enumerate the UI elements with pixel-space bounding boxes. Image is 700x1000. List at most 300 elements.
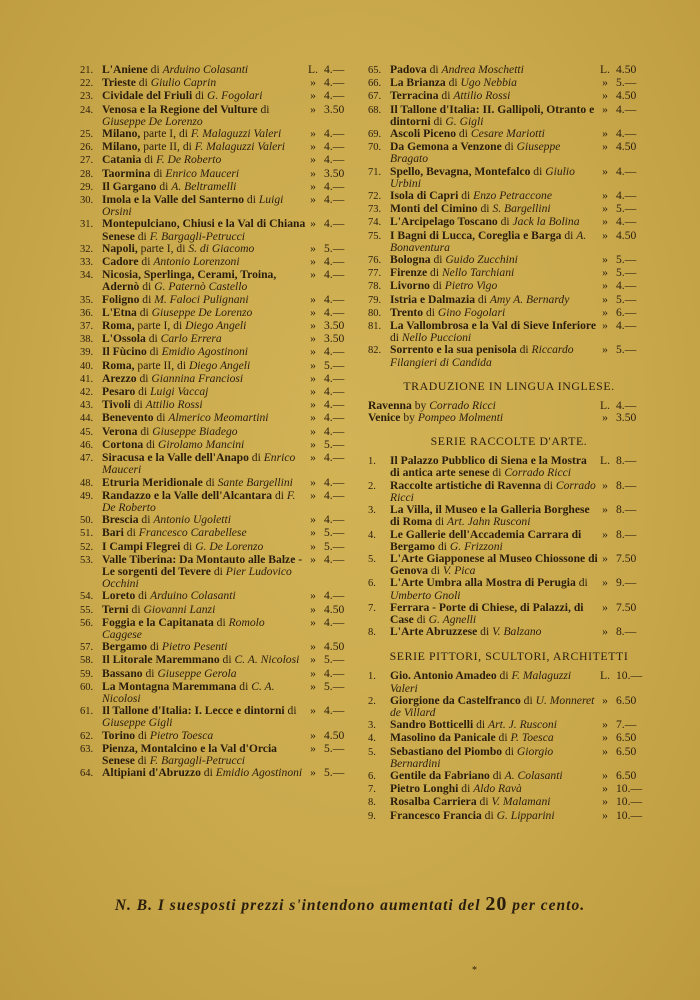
entry-connector: di <box>180 539 196 553</box>
entry-author: Luigi Vaccaj <box>150 385 209 399</box>
entry-text <box>390 529 598 553</box>
entry-title: Milano, <box>102 127 141 141</box>
entry-title: Etruria Meridionale <box>102 475 203 489</box>
entry-price: 9.— <box>616 576 637 590</box>
entry-title: Cadore <box>102 255 139 269</box>
entry-connector: di <box>458 782 474 796</box>
entry-connector: di <box>136 371 152 385</box>
entry-author: F. Malaguzzi Valeri <box>390 669 572 695</box>
entry-text <box>390 344 598 368</box>
entry-author: Aldo Ravà <box>473 782 522 796</box>
entry-currency: » <box>310 385 316 399</box>
entry-author: Art. J. Rusconi <box>488 718 557 732</box>
entry-connector: di <box>135 76 151 90</box>
entry-connector: by <box>400 411 418 425</box>
entry-number: 5. <box>368 746 376 758</box>
entry-author: Pompeo Molmenti <box>417 411 504 425</box>
entry-text <box>390 810 598 823</box>
entry-title: L'Ossola <box>102 332 146 346</box>
entry-number: 34. <box>80 270 94 282</box>
entry-number: 46. <box>80 439 94 451</box>
entry-currency: » <box>310 526 316 540</box>
entry-price: 3.50 <box>616 411 637 425</box>
entry-connector: di <box>141 153 157 167</box>
entry-currency: » <box>310 728 316 742</box>
entry-author: Giovanni Lanzi <box>143 602 216 616</box>
catalog-entry <box>80 743 358 767</box>
entry-connector: di <box>481 808 497 822</box>
entry-connector: di <box>520 693 536 707</box>
entry-number: 8. <box>368 627 376 639</box>
entry-title: Livorno <box>390 279 430 293</box>
entry-connector: di <box>435 539 450 553</box>
entry-author: Francesco Carabellese <box>138 526 247 540</box>
entry-currency: » <box>310 127 316 141</box>
entry-author: G. De Lorenzo <box>195 539 264 553</box>
entry-currency: » <box>602 127 608 141</box>
entry-currency: » <box>602 102 608 116</box>
entry-connector: di <box>248 451 264 465</box>
entry-title: L'Arte Giapponese al Museo Chiossone di Genova <box>390 551 598 578</box>
entry-author: G. Agnelli <box>428 612 477 626</box>
catalog-entry <box>368 626 650 639</box>
section-header-english: TRADUZIONE IN LINGUA INGLESE. <box>403 378 615 393</box>
entry-currency: » <box>310 76 316 90</box>
entry-text <box>390 626 598 639</box>
page-ornament: * <box>472 965 477 976</box>
catalog-entry <box>80 194 358 218</box>
entry-connector: di <box>150 166 166 180</box>
entry-price: 10.— <box>616 669 643 683</box>
entry-price: 5.— <box>616 202 637 216</box>
entry-connector: di <box>390 331 402 345</box>
entry-currency: » <box>310 358 316 372</box>
entry-price: 7.— <box>616 718 637 732</box>
entry-number: 6. <box>368 578 376 590</box>
entry-text <box>102 617 306 641</box>
entry-currency: » <box>310 319 316 333</box>
entry-author: Corrado Ricci <box>504 466 571 480</box>
catalog-entry <box>368 504 650 528</box>
entry-author: Girolamo Mancini <box>158 437 245 451</box>
entry-title: Taormina <box>102 166 151 180</box>
entry-connector: di <box>244 193 259 207</box>
catalog-entry <box>368 344 650 368</box>
entry-title: Ascoli Piceno <box>390 127 457 141</box>
entry-title: Da Gemona a Venzone <box>390 140 502 154</box>
entry-price: 4.— <box>324 153 345 167</box>
entry-price: 3.50 <box>324 166 345 180</box>
entry-currency: » <box>602 527 608 541</box>
entry-price: 5.— <box>616 343 637 357</box>
entry-title: Rosalba Carriera <box>390 795 477 809</box>
entry-connector: di <box>427 266 442 280</box>
entry-text <box>102 104 306 128</box>
entry-number: 55. <box>80 604 94 616</box>
entry-currency: » <box>602 576 608 590</box>
entry-currency: » <box>310 552 316 566</box>
entry-connector: di <box>502 744 517 758</box>
entry-price: 4.— <box>324 193 345 207</box>
entry-number: 51. <box>80 528 94 540</box>
entry-text <box>102 490 306 514</box>
entry-author: Almerico Meomartini <box>168 411 269 425</box>
entry-connector: di <box>134 229 150 243</box>
entry-author: Cesare Mariotti <box>470 127 545 141</box>
entry-title: La Villa, il Museo e la Galleria Borghese di Roma <box>390 503 590 529</box>
entry-number: 70. <box>368 142 382 154</box>
entry-title: Monti del Cimino <box>390 202 478 216</box>
entry-connector: di <box>445 76 461 90</box>
entry-text <box>102 767 306 780</box>
entry-currency: » <box>602 478 608 492</box>
entry-title: Giorgione da Castelfranco <box>390 693 521 707</box>
catalog-entry <box>80 705 358 729</box>
entry-author: A. Colasanti <box>504 768 563 782</box>
entry-number: 4. <box>368 733 376 745</box>
entry-price: 4.— <box>616 127 637 141</box>
entry-price: 10.— <box>616 795 643 809</box>
entry-number: 65. <box>368 65 382 76</box>
entry-number: 40. <box>80 360 94 372</box>
entry-connector: di <box>147 640 162 654</box>
entry-author: C. A. Nicolosi <box>102 679 275 705</box>
entry-number: 45. <box>80 426 94 438</box>
entry-price: 4.— <box>324 704 345 718</box>
entry-connector: di <box>430 114 446 128</box>
entry-author: Riccardo Filangieri di Candida <box>390 343 574 369</box>
entry-price: 5.— <box>324 766 345 780</box>
entry-author: Enrico Mauceri <box>165 166 240 180</box>
entry-author: Pier Ludovico Occhini <box>102 564 292 591</box>
entry-number: 6. <box>368 770 376 782</box>
entry-connector: di <box>284 704 297 718</box>
entry-currency: » <box>310 411 316 425</box>
entry-price: 4.— <box>324 89 345 103</box>
entry-number: 77. <box>368 268 382 280</box>
entry-text <box>390 166 598 190</box>
entry-connector: di <box>142 666 158 680</box>
entry-number: 58. <box>80 655 94 667</box>
entry-connector: di <box>236 679 252 693</box>
catalog-entry <box>80 452 358 476</box>
entry-price: 6.— <box>616 305 637 319</box>
entry-currency: » <box>602 551 608 565</box>
entry-title: Pesaro <box>102 385 136 399</box>
entry-connector: di <box>489 768 505 782</box>
entry-title: Gio. Antonio Amadeo <box>390 669 497 683</box>
entry-currency: » <box>602 253 608 267</box>
entry-price: 4.— <box>616 319 637 333</box>
entry-number: 4. <box>368 529 376 541</box>
entry-title: Pienza, Montalcino e la Val d'Orcia Senese <box>102 741 277 767</box>
entry-number: 81. <box>368 321 382 333</box>
entry-title: L'Arte Umbra alla Mostra di Perugia <box>390 576 576 590</box>
entry-author: G. Gigli <box>445 114 484 128</box>
entry-currency: » <box>310 255 316 269</box>
entry-currency: » <box>310 268 316 282</box>
entry-currency: L. <box>600 63 610 76</box>
entry-title: Montepulciano, Chiusi e la Val di Chiana Senese <box>102 217 306 243</box>
entry-currency: » <box>602 731 608 745</box>
entry-number: 48. <box>80 477 94 489</box>
entry-connector: di <box>476 795 492 809</box>
entry-price: 7.50 <box>616 551 637 565</box>
entry-title: Verona <box>102 424 138 438</box>
entry-price: 5.— <box>324 526 345 540</box>
entry-text <box>390 695 598 719</box>
entry-title: Arezzo <box>102 371 137 385</box>
entry-currency: » <box>310 488 316 502</box>
entry-text <box>390 577 598 601</box>
entry-price: 6.50 <box>616 744 637 758</box>
entry-connector: di <box>428 564 443 578</box>
entry-author: G. Frizzoni <box>449 539 503 553</box>
entry-author: Diego Angeli <box>188 358 251 372</box>
entry-connector: di <box>200 766 216 780</box>
entry-text <box>102 743 306 767</box>
entry-author: G. Lipparini <box>496 808 555 822</box>
entry-title: Loreto <box>102 589 136 603</box>
entry-number: 56. <box>80 617 94 629</box>
entry-currency: » <box>310 371 316 385</box>
entry-title: Nicosia, Sperlinga, Cerami, Troina, Adernò <box>102 268 277 294</box>
entry-author: Amy A. Bernardy <box>489 292 570 306</box>
entry-author: Arduino Colasanti <box>162 63 249 76</box>
entry-connector: di <box>423 305 438 319</box>
entry-currency: » <box>310 451 316 465</box>
catalog-entry <box>80 681 358 705</box>
entry-text <box>368 412 598 424</box>
entry-currency: » <box>602 411 608 425</box>
entry-text <box>102 218 306 242</box>
entry-author: A. Bonaventura <box>390 228 587 254</box>
entry-currency: » <box>602 202 608 216</box>
entry-price: 4.— <box>324 385 345 399</box>
entry-title: Trento <box>390 305 424 319</box>
entry-price: 4.— <box>324 345 345 359</box>
entry-connector: di <box>430 253 446 267</box>
entry-price: 4.50 <box>616 140 637 154</box>
entry-price: 4.— <box>324 179 345 193</box>
entry-currency: » <box>602 808 608 822</box>
entry-price: 4.— <box>324 589 345 603</box>
entry-connector: di <box>147 63 163 76</box>
entry-price: 5.— <box>616 76 637 90</box>
note-prefix: N. B. I suesposti prezzi s'intendono aumentati del <box>114 897 481 914</box>
entry-connector: di <box>575 576 588 590</box>
entry-currency: » <box>310 166 316 180</box>
entry-title: Ferrara - Porte di Chiese, di Palazzi, di Case <box>390 600 584 626</box>
entry-price: 7.50 <box>616 600 637 614</box>
entry-currency: » <box>602 140 608 154</box>
entry-connector: di <box>477 625 493 639</box>
entry-author: Pietro Pesenti <box>161 640 228 654</box>
entry-currency: » <box>602 744 608 758</box>
entry-currency: L. <box>600 669 610 683</box>
entry-currency: » <box>310 602 316 616</box>
entry-currency: » <box>602 319 608 333</box>
entry-author: Emidio Agostinoni <box>215 766 303 780</box>
entry-price: 3.50 <box>324 102 345 116</box>
entry-number: 61. <box>80 706 94 718</box>
catalog-entry <box>368 104 650 128</box>
catalog-entry <box>80 767 358 780</box>
entry-title: La Vallombrosa e la Val di Sieve Inferiore <box>390 319 597 333</box>
entry-number: 24. <box>80 104 94 116</box>
entry-number: 69. <box>368 129 382 141</box>
entry-title: Il Tallone d'Italia: I. Lecce e dintorni <box>102 704 285 718</box>
entry-title: Cortona <box>102 437 144 451</box>
entry-connector: di <box>136 305 152 319</box>
note-number: 20 <box>485 893 508 915</box>
entry-title: Roma, <box>102 358 135 372</box>
entry-price: 4.— <box>324 475 345 489</box>
entry-title: Cividale del Friuli <box>102 89 193 103</box>
entry-currency: » <box>310 332 316 346</box>
entry-price: 5.— <box>616 266 637 280</box>
entry-price: 4.50 <box>616 63 637 76</box>
entry-number: 38. <box>80 334 94 346</box>
entry-currency: » <box>310 345 316 359</box>
entry-text <box>102 194 306 218</box>
entry-connector: di <box>473 718 489 732</box>
entry-connector: di <box>219 653 235 667</box>
entry-title: Venice <box>368 411 401 425</box>
entry-price: 4.— <box>324 268 345 282</box>
entry-number: 76. <box>368 255 382 267</box>
entry-author: Pietro Toesca <box>149 728 214 742</box>
entry-author: Attilio Rossi <box>453 89 511 103</box>
entry-title: Torino <box>102 728 136 742</box>
entry-connector: di <box>135 385 151 399</box>
entry-title: Francesco Francia <box>390 808 482 822</box>
entry-title: Brescia <box>102 513 139 527</box>
entry-currency: » <box>602 228 608 242</box>
entry-price: 8.— <box>616 527 637 541</box>
entry-connector: di <box>146 345 162 359</box>
entry-price: 4.— <box>324 76 345 90</box>
entry-number: 2. <box>368 480 376 492</box>
entry-title: Ravenna <box>368 398 412 412</box>
entry-number: 50. <box>80 515 94 527</box>
entry-connector: di <box>143 437 159 451</box>
entry-number: 22. <box>80 78 94 90</box>
entry-connector: parte I, di <box>137 241 189 255</box>
entry-title: L'Arcipelago Toscano <box>390 215 498 229</box>
entry-number: 82. <box>368 345 382 357</box>
entry-price: 5.— <box>324 741 345 755</box>
entry-author: Giorgio Bernardini <box>390 744 554 770</box>
entry-title: Il Gargano <box>102 179 157 193</box>
entry-author: Giuseppe Biadego <box>152 424 238 438</box>
entry-price: 4.— <box>324 451 345 465</box>
entry-author: Jack la Bolina <box>512 215 580 229</box>
entry-title: Altipiani d'Abruzzo <box>102 766 201 780</box>
catalog-entry <box>80 218 358 242</box>
section-header-painters: SERIE PITTORI, SCULTORI, ARCHITETTI <box>389 649 629 664</box>
catalog-entry <box>80 617 358 641</box>
entry-currency: » <box>602 189 608 203</box>
entry-currency: » <box>602 279 608 293</box>
entry-currency: » <box>602 795 608 809</box>
entry-connector: di <box>137 424 153 438</box>
entry-connector: di <box>123 526 139 540</box>
entry-author: G. Fogolari <box>207 89 263 103</box>
entry-text <box>390 141 598 165</box>
entry-price: 10.— <box>616 782 643 796</box>
entry-price: 5.— <box>324 679 345 693</box>
entry-currency: » <box>310 766 316 780</box>
entry-title: Il Litorale Maremmano <box>102 653 220 667</box>
entry-connector: di <box>501 140 517 154</box>
entry-title: Raccolte artistiche di Ravenna <box>390 478 542 492</box>
entry-number: 33. <box>80 257 94 269</box>
entry-price: 4.— <box>324 488 345 502</box>
entry-connector: di <box>272 488 287 502</box>
entry-title: Masolino da Panicale <box>390 731 496 745</box>
entry-connector: di <box>456 127 471 141</box>
entry-author: F. De Roberto <box>102 488 296 514</box>
entry-title: Trieste <box>102 76 136 90</box>
entry-price: 5.— <box>324 437 345 451</box>
entry-currency: » <box>310 513 316 527</box>
entry-currency: » <box>310 589 316 603</box>
catalog-entry <box>368 602 650 626</box>
entry-price: 4.— <box>324 411 345 425</box>
catalog-entry <box>368 553 650 577</box>
catalog-entry <box>368 695 650 719</box>
catalog-entry <box>368 480 650 504</box>
entry-price: 4.50 <box>324 602 345 616</box>
entry-price: 4.— <box>616 215 637 229</box>
catalog-entry <box>80 490 358 514</box>
entry-connector: di <box>429 279 445 293</box>
entry-number: 30. <box>80 195 94 207</box>
entry-connector: di <box>495 731 511 745</box>
entry-price: 4.— <box>324 513 345 527</box>
entry-number: 68. <box>368 104 382 116</box>
entry-text <box>390 504 598 528</box>
entry-title: Pietro Longhi <box>390 782 459 796</box>
entry-author: Nello Tarchiani <box>441 266 515 280</box>
entry-author: Giuseppe Gigli <box>102 716 173 730</box>
catalog-entry <box>368 746 650 770</box>
entry-connector: parte I, di <box>134 319 186 333</box>
entry-author: F. Bargagli-Petrucci <box>149 229 245 243</box>
entry-title: Foligno <box>102 292 140 306</box>
entry-number: 36. <box>80 307 94 319</box>
entry-text <box>102 705 306 729</box>
entry-title: Le Gallerie dell'Accademia Carrara di Bergamo <box>390 527 582 553</box>
entry-number: 59. <box>80 668 94 680</box>
entry-number: 44. <box>80 413 94 425</box>
entry-author: Carlo Errera <box>160 332 222 346</box>
entry-currency: » <box>602 768 608 782</box>
entry-number: 74. <box>368 217 382 229</box>
entry-text <box>390 480 598 504</box>
entry-connector: by <box>411 398 430 412</box>
entry-number: 26. <box>80 142 94 154</box>
entry-author: Romolo Caggese <box>102 615 265 641</box>
entry-connector: di <box>128 602 144 616</box>
entry-author: Guido Zucchini <box>445 253 518 267</box>
entry-title: Il Palazzo Pubblico di Siena e la Mostra di antica arte senese <box>390 454 587 480</box>
entry-connector: parte II, di <box>134 358 189 372</box>
entry-connector: di <box>475 292 490 306</box>
entry-currency: » <box>310 666 316 680</box>
entry-currency: » <box>602 782 608 796</box>
